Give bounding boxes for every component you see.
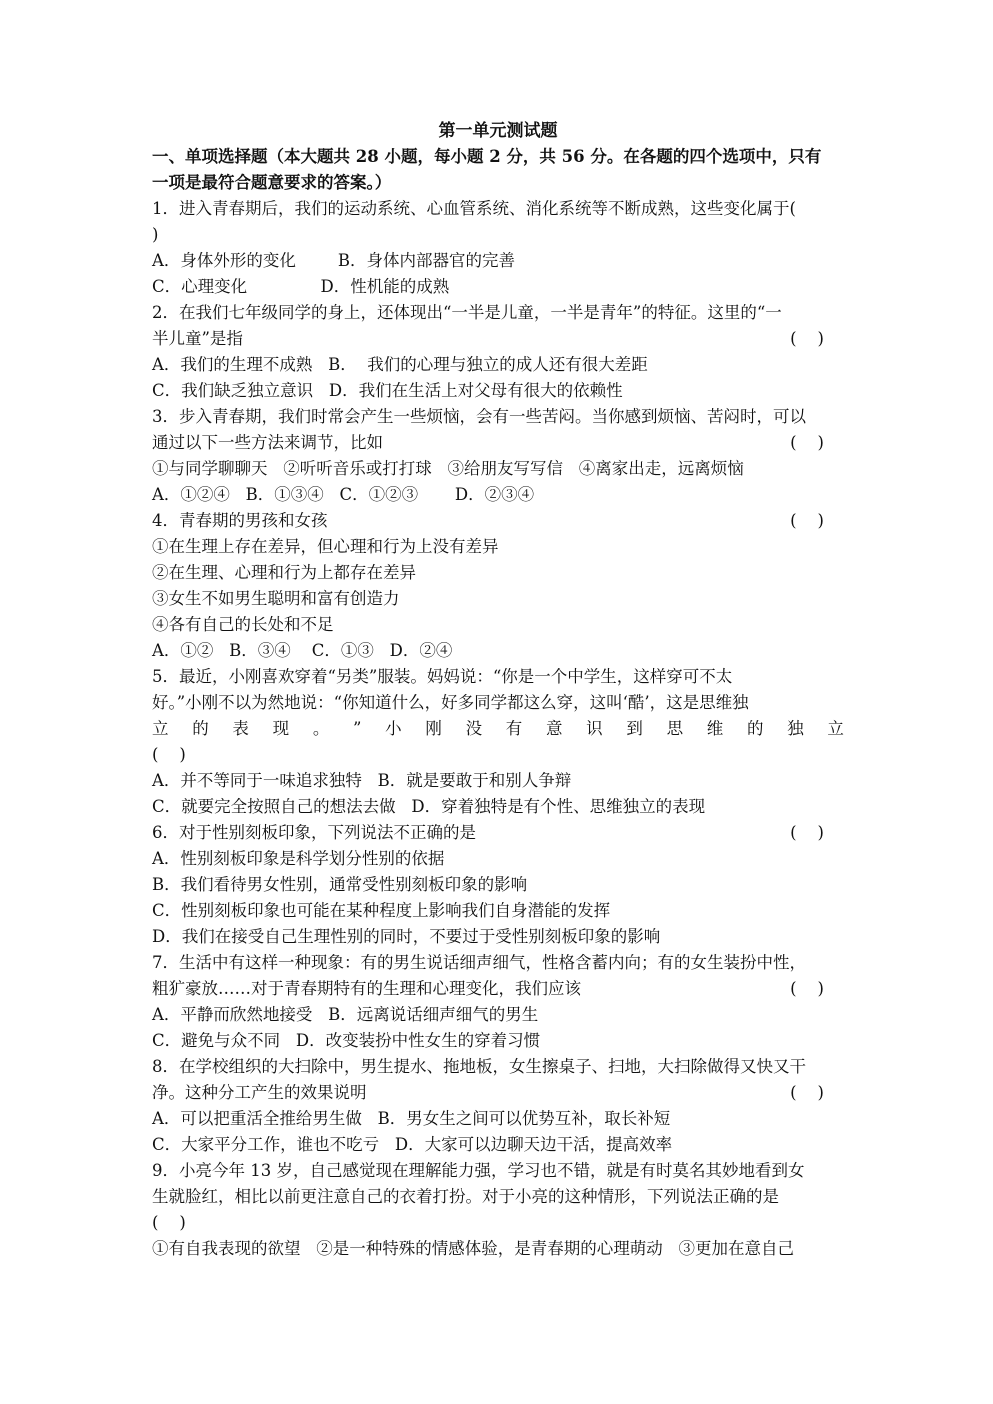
section-heading-line-2: 一项是最符合题意要求的答案。） [152,173,392,192]
text-line: 8．在学校组织的大扫除中，男生提水、拖地板，女生擦桌子、扫地，大扫除做得又快又干 [152,1057,806,1076]
text-line: ①在生理上存在差异，但心理和行为上没有差异 [152,537,499,556]
text-line: B．我们看待男女性别，通常受性别刻板印象的影响 [152,875,528,894]
section-heading-line-1: 一、单项选择题（本大题共 28 小题，每小题 2 分，共 56 分。在各题的四个选项中，只有 [152,147,822,166]
text-line: ( ) [152,745,186,764]
text-line: ( ) [152,1213,186,1232]
answer-paren: ( ) [790,433,824,452]
page-title: 第一单元测试题 [438,121,558,141]
text-line: ①有自我表现的欲望 ②是一种特殊的情感体验，是青春期的心理萌动 ③更加在意自己 [152,1239,794,1258]
spread-char: 思 [666,719,684,738]
spread-char: 刚 [425,719,442,738]
text-line: ③女生不如男生聪明和富有创造力 [152,589,400,608]
spread-char: 意 [545,719,563,738]
spread-char: 独 [787,719,804,738]
text-line: 1．进入青春期后，我们的运动系统、心血管系统、消化系统等不断成熟，这些变化属于( [152,199,796,218]
spread-char: 。 [312,719,330,738]
spread-char: 到 [626,719,643,738]
text-line: A．性别刻板印象是科学划分性别的依据 [152,849,445,868]
text-line: D．我们在接受自己生理性别的同时，不要过于受性别刻板印象的影响 [152,927,661,946]
text-line [152,976,844,1002]
spread-char: 立 [827,719,844,738]
line-text: 粗犷豪放……对于青春期特有的生理和心理变化，我们应该 [152,979,581,998]
spread-char: 立 [152,719,169,738]
spread-char: 维 [706,719,724,738]
line-text: 净。这种分工产生的效果说明 [152,1083,367,1102]
text-line: 2．在我们七年级同学的身上，还体现出“一半是儿童，一半是青年”的特征。这里的“一 [152,303,782,322]
text-line: A．身体外形的变化 B．身体内部器官的完善 [152,251,515,270]
text-line [152,820,844,846]
text-line [152,326,844,352]
text-line: A．并不等同于一味追求独特 B．就是要敢于和别人争辩 [152,771,572,790]
spread-char: 小 [385,719,402,738]
text-line: 7．生活中有这样一种现象：有的男生说话细声细气，性格含蓄内向；有的女生装扮中性， [152,953,806,972]
text-line: A．平静而欣然地接受 B．远离说话细声细气的男生 [152,1005,539,1024]
spread-char: 现 [272,719,290,738]
text-line: A．①②④ B．①③④ C．①②③ D．②③④ [152,485,535,504]
text-line: 好。”小刚不以为然地说：“你知道什么，好多同学都这么穿，这叫‘酷’，这是思维独 [152,693,749,712]
text-line: C．避免与众不同 D．改变装扮中性女生的穿着习惯 [152,1031,541,1050]
text-line: 9．小亮今年 13 岁，自己感觉现在理解能力强，学习也不错，就是有时莫名其妙地看到女 [152,1161,805,1180]
text-line: ①与同学聊聊天 ②听听音乐或打打球 ③给朋友写写信 ④离家出走，远离烦恼 [152,459,744,478]
spread-char: 表 [232,719,249,738]
text-line [152,430,844,456]
text-line [152,1080,844,1106]
spread-char: ” [353,719,362,738]
text-line: C．我们缺乏独立意识 D．我们在生活上对父母有很大的依赖性 [152,381,623,400]
text-line: C．就要完全按照自己的想法去做 D．穿着独特是有个性、思维独立的表现 [152,797,706,816]
spread-char: 有 [505,719,523,738]
line-text: 6．对于性别刻板印象，下列说法不正确的是 [152,823,476,842]
text-line: C．性别刻板印象也可能在某种程度上影响我们自身潜能的发挥 [152,901,611,920]
answer-paren: ( ) [790,823,824,842]
spread-char: 识 [586,719,603,738]
text-line: ②在生理、心理和行为上都存在差异 [152,563,416,582]
text-line: 5．最近，小刚喜欢穿着“另类”服装。妈妈说：“你是一个中学生，这样穿可不太 [152,667,733,686]
text-line: A．我们的生理不成熟 B． 我们的心理与独立的成人还有很大差距 [152,355,648,374]
text-line: ④各有自己的长处和不足 [152,615,334,634]
text-line: 生就脸红，相比以前更注意自己的衣着打扮。对于小亮的这种情形，下列说法正确的是 [152,1187,779,1206]
text-line: 3．步入青春期，我们时常会产生一些烦恼，会有一些苦闷。当你感到烦恼、苦闷时，可以 [152,407,806,426]
text-line: C．心理变化 D．性机能的成熟 [152,277,450,296]
text-line: A．①② B．③④ C．①③ D．②④ [152,641,453,660]
answer-paren: ( ) [790,511,824,530]
text-line [152,716,844,742]
text-line: C．大家平分工作，谁也不吃亏 D．大家可以边聊天边干活，提高效率 [152,1135,673,1154]
line-text: 半儿童”是指 [152,329,243,348]
document-page [152,118,844,1262]
answer-paren: ( ) [790,329,824,348]
answer-paren: ( ) [790,1083,824,1102]
spread-char: 没 [465,719,483,738]
answer-paren: ( ) [790,979,824,998]
line-text: 4．青春期的男孩和女孩 [152,511,328,530]
text-line: A．可以把重活全推给男生做 B．男女生之间可以优势互补，取长补短 [152,1109,671,1128]
text-line [152,508,844,534]
question-list [152,196,844,1262]
line-text: 通过以下一些方法来调节，比如 [152,433,383,452]
text-line: ) [152,225,159,244]
spread-char: 的 [192,719,209,738]
spread-char: 的 [746,719,764,738]
